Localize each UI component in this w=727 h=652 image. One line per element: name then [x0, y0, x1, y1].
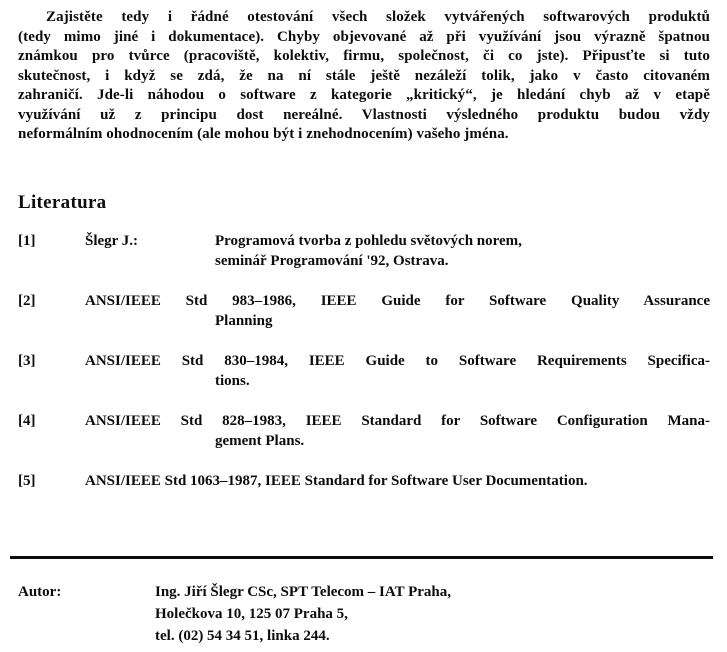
reference-list [18, 231, 710, 491]
paragraph-line: (tedy mimo jiné i dokumentace). Chyby objevované až při využívání jsou výrazně špatnou [18, 28, 710, 45]
paragraph-line: využívání už z principu dost nereálné. Vlastnosti výsledného produktu budou vždy [18, 106, 710, 123]
reference-number: [5] [18, 472, 36, 489]
author-name-line: Ing. Jiří Šlegr CSc, SPT Telecom – IAT Praha, [155, 583, 451, 600]
paragraph-line: Zajistěte tedy i řádné otestování všech složek vytvářených softwarových produktů [46, 9, 710, 25]
separator-rule [10, 556, 713, 559]
reference-item [18, 411, 710, 451]
reference-text [85, 291, 710, 331]
reference-text-line: ANSI/IEEE Std 828–1983, IEEE Standard for Software Configuration Mana- [85, 412, 710, 429]
reference-number: [3] [18, 352, 36, 369]
reference-text-line: seminář Programování '92, Ostrava. [215, 252, 449, 269]
reference-text-line: Planning [215, 312, 273, 329]
reference-number: [4] [18, 412, 36, 429]
author-details [155, 581, 710, 647]
reference-text-line: ANSI/IEEE Std 983–1986, IEEE Guide for Software Quality Assurance [85, 292, 710, 309]
paragraph-line: skutečnost, i když se zdá, že na ní stále ještě nezáleží tolik, jako v často citovaném [18, 67, 710, 84]
author-address-line: Holečkova 10, 125 07 Praha 5, [155, 605, 348, 622]
paragraph-line: neformálním ohodnocením (ale mohou být i znehodnocením) vašeho jména. [18, 126, 509, 142]
author-section [18, 581, 710, 647]
paragraph-line: zahraničí. Jde-li náhodou o software z kategorie „kritický“, je hledání chyb až v etapě [18, 87, 710, 103]
reference-item [18, 231, 710, 271]
reference-text-line: tions. [215, 372, 250, 389]
reference-item [18, 291, 710, 331]
reference-text-line: ANSI/IEEE Std 1063–1987, IEEE Standard for Software User Documentation. [85, 472, 588, 489]
author-label: Autor: [18, 583, 62, 600]
reference-text [85, 351, 710, 391]
author-phone-line: tel. (02) 54 34 51, linka 244. [155, 627, 330, 644]
reference-author: Šlegr J.: [85, 232, 139, 249]
reference-text-line: gement Plans. [215, 432, 305, 449]
reference-text [85, 411, 710, 451]
reference-number: [1] [18, 232, 36, 249]
reference-number: [2] [18, 292, 36, 309]
reference-item [18, 351, 710, 391]
reference-text [85, 471, 710, 491]
paragraph-line: známkou pro tvůrce (pracoviště, kolektiv, firmu, společnost, či co jste). Připusťte si tuto [18, 48, 710, 64]
reference-text-line: Programová tvorba z pohledu světových norem, [215, 232, 522, 249]
reference-item [18, 471, 710, 491]
closing-paragraph [18, 8, 710, 145]
reference-text-line: ANSI/IEEE Std 830–1984, IEEE Guide to Software Requirements Specifica- [85, 352, 710, 369]
reference-text [215, 231, 710, 271]
literature-heading: Literatura [18, 191, 107, 213]
